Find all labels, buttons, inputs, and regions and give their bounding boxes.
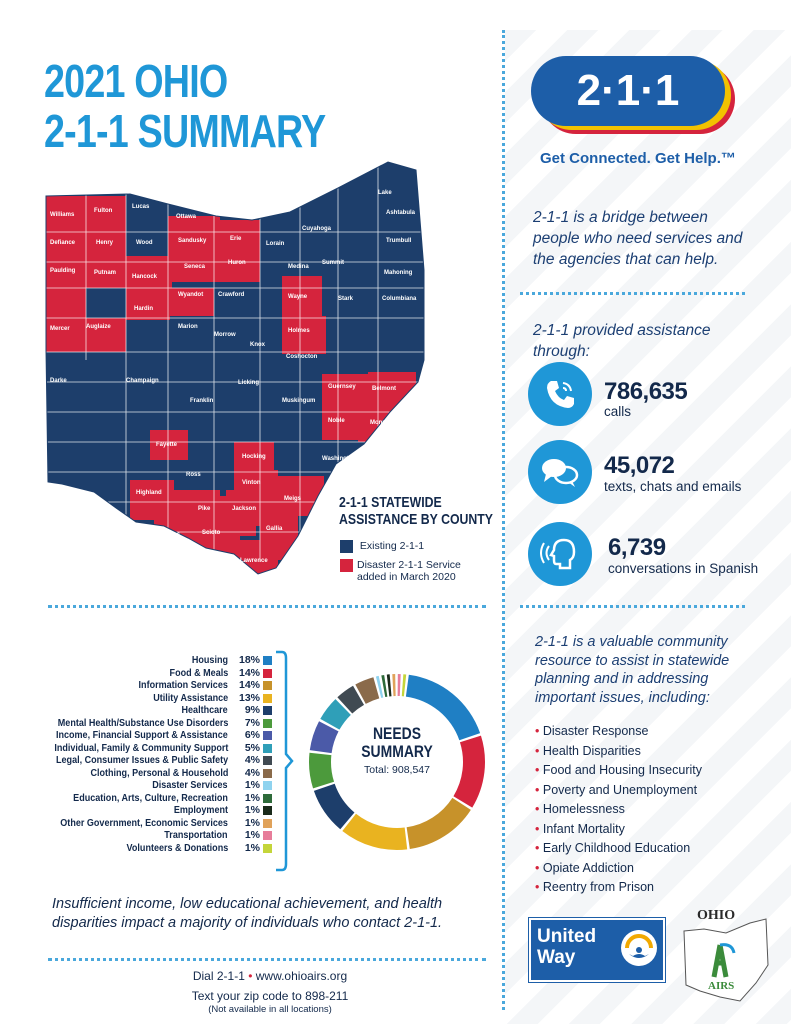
- needs-item-label: Volunteers & Donations: [126, 841, 228, 854]
- county-label: Seneca: [184, 264, 206, 270]
- county-label: Hancock: [132, 274, 158, 280]
- county-label: Guernsey: [328, 384, 356, 390]
- issue-item: • Infant Mortality: [535, 820, 755, 840]
- chat-bubbles-icon: [528, 440, 592, 504]
- county-label: Medina: [288, 264, 309, 270]
- stat-spanish-label: conversations in Spanish: [608, 561, 759, 576]
- needs-item-percent: 1%: [244, 829, 260, 841]
- needs-item-swatch: [263, 831, 272, 840]
- donut-total: Total: 908,547: [364, 764, 430, 776]
- county-label: Defiance: [50, 240, 76, 246]
- united-way-emblem-icon: [621, 930, 657, 966]
- right-divider-2: [520, 605, 745, 608]
- needs-item-percent: 1%: [244, 816, 260, 829]
- county-label: Ross: [186, 472, 201, 478]
- issue-item: • Reentry from Prison: [535, 878, 755, 898]
- phone-icon: [528, 362, 592, 426]
- bottom-statement: Insufficient income, low educational achievement, and health disparities impact a majority of individuals who contact 2-1-1.: [52, 896, 443, 931]
- map-title-line1: 2-1-1 STATEWIDE: [339, 494, 442, 511]
- needs-item-swatch: [263, 669, 272, 678]
- map-title: [339, 494, 493, 528]
- county-label: Lake: [378, 190, 392, 196]
- county-label: Mahoning: [384, 270, 413, 276]
- needs-item-label: Food & Meals: [169, 666, 228, 679]
- county-label: Lucas: [132, 204, 150, 210]
- footer: [150, 968, 390, 1016]
- needs-item-swatch: [263, 719, 272, 728]
- county-label: Mercer: [50, 326, 70, 332]
- stat-calls: [528, 362, 768, 428]
- needs-list-row: [40, 817, 272, 829]
- needs-list-row: [40, 792, 272, 804]
- donut-slice: [398, 674, 401, 696]
- county-label: Belmont: [372, 386, 396, 392]
- needs-item-swatch: [263, 844, 272, 853]
- county-label: Fulton: [94, 208, 113, 214]
- county-label: Williams: [50, 212, 75, 218]
- footer-line2: Text your zip code to 898-211: [191, 989, 349, 1003]
- county-label: Muskingum: [282, 398, 316, 404]
- needs-item-label: Disaster Services: [152, 779, 228, 791]
- donut-slice: [402, 674, 406, 696]
- county-label: Jackson: [232, 506, 257, 512]
- county-label: Vinton: [242, 480, 261, 486]
- needs-list-row: [40, 729, 272, 741]
- stat-spanish: [528, 522, 768, 588]
- county-label: Wayne: [288, 294, 308, 300]
- issue-item: • Opiate Addiction: [535, 859, 755, 879]
- needs-list-row: [40, 704, 272, 716]
- county-label: Lorain: [266, 241, 285, 247]
- county-label: Erie: [230, 236, 242, 242]
- tagline: Get Connected. Get Help.™: [540, 150, 736, 167]
- county-label: Hocking: [242, 454, 266, 460]
- county-label: Monroe: [370, 420, 392, 426]
- county-label: Putnam: [94, 270, 117, 276]
- needs-item-swatch: [263, 656, 272, 665]
- stat-texts-number: 45,072: [604, 452, 675, 479]
- needs-item-label: Healthcare: [181, 704, 228, 716]
- needs-item-percent: 4%: [244, 766, 260, 779]
- united-way-logo: [529, 918, 665, 982]
- footer-website-link[interactable]: www.ohioairs.org: [255, 969, 348, 983]
- needs-item-swatch: [263, 769, 272, 778]
- needs-bracket: [274, 650, 294, 872]
- legend-swatch-disaster: [340, 559, 353, 572]
- county-label: Trumbull: [386, 238, 412, 244]
- right-divider-1: [520, 292, 745, 295]
- issue-item: • Health Disparities: [535, 742, 755, 762]
- needs-list-row: [40, 667, 272, 679]
- needs-item-label: Education, Arts, Culture, Recreation: [73, 791, 228, 804]
- needs-item-percent: 5%: [244, 741, 260, 754]
- donut-center-text: [345, 725, 449, 776]
- county-label: Holmes: [288, 328, 310, 334]
- county-label: Champaign: [126, 378, 159, 384]
- needs-list-row: [40, 692, 272, 704]
- county-label: Hardin: [134, 306, 154, 312]
- county-label: Paulding: [50, 268, 76, 274]
- airs-state-label: OHIO: [697, 908, 736, 923]
- county-label: Adams: [160, 532, 181, 538]
- stat-calls-label: calls: [604, 404, 632, 419]
- legend-label-existing: Existing 2-1-1: [359, 540, 425, 553]
- donut-slice: [309, 753, 334, 789]
- county-label: Meigs: [284, 496, 302, 502]
- county-label: Licking: [238, 380, 260, 386]
- needs-item-percent: 4%: [244, 754, 260, 766]
- needs-item-percent: 1%: [244, 791, 260, 804]
- county-label: Stark: [338, 296, 354, 302]
- county-label: Scioto: [202, 530, 221, 536]
- issue-item: • Early Childhood Education: [535, 839, 755, 859]
- footer-separator: •: [248, 969, 253, 983]
- needs-item-percent: 14%: [238, 679, 260, 691]
- needs-item-percent: 7%: [244, 716, 260, 729]
- county-label: Highland: [136, 490, 162, 496]
- united-way-text: [537, 926, 596, 968]
- needs-item-swatch: [263, 744, 272, 753]
- needs-item-swatch: [263, 806, 272, 815]
- needs-list-row: [40, 742, 272, 754]
- needs-item-percent: 1%: [244, 841, 260, 854]
- county-label: Knox: [250, 342, 265, 348]
- needs-item-swatch: [263, 756, 272, 765]
- donut-title-line1: NEEDS: [372, 724, 422, 743]
- county-label: Huron: [228, 260, 246, 266]
- needs-item-percent: 18%: [238, 654, 260, 666]
- needs-list-row: [40, 679, 272, 691]
- map-title-line2: ASSISTANCE BY COUNTY: [339, 511, 494, 528]
- left-divider-top: [48, 605, 486, 608]
- map-legend: [340, 540, 490, 583]
- county-label: Crawford: [218, 292, 245, 298]
- county-label: Franklin: [190, 398, 214, 404]
- county-label: Henry: [96, 240, 114, 246]
- county-label: Cuyahoga: [302, 226, 332, 232]
- needs-item-label: Transportation: [164, 829, 228, 841]
- donut-slice: [392, 674, 395, 696]
- logo-211: 2·1·1: [531, 56, 725, 126]
- needs-item-percent: 13%: [238, 691, 260, 704]
- needs-item-swatch: [263, 706, 272, 715]
- footer-dial: Dial 2-1-1: [192, 969, 245, 983]
- issue-item: • Food and Housing Insecurity: [535, 761, 755, 781]
- donut-slice: [453, 736, 485, 808]
- united-way-line1: United: [537, 926, 597, 947]
- footer-line3: (Not available in all locations): [208, 1004, 332, 1015]
- needs-item-percent: 1%: [244, 804, 260, 816]
- needs-item-swatch: [263, 681, 272, 690]
- needs-item-label: Employment: [173, 804, 228, 816]
- legend-item-existing: [340, 540, 490, 553]
- needs-list-row: [40, 842, 272, 854]
- county-label: Wyandot: [178, 292, 204, 298]
- donut-title-line2: SUMMARY: [361, 742, 433, 761]
- community-text: 2-1-1 is a valuable community resource to assist in statewide planning and in addressing important issues, including:: [535, 634, 730, 706]
- issue-item: • Homelessness: [535, 800, 755, 820]
- county-label: Summit: [322, 260, 345, 266]
- county-label: Lawrence: [240, 558, 268, 564]
- vertical-divider: [502, 30, 505, 1010]
- needs-item-label: Clothing, Personal & Household: [90, 766, 228, 779]
- needs-item-label: Individual, Family & Community Support: [53, 741, 228, 754]
- united-way-line2: Way: [537, 947, 576, 968]
- needs-item-label: Legal, Consumer Issues & Public Safety: [55, 754, 228, 766]
- stat-spanish-number: 6,739: [608, 534, 666, 561]
- needs-item-swatch: [263, 694, 272, 703]
- needs-list-row: [40, 754, 272, 766]
- left-divider-bottom: [48, 958, 486, 961]
- needs-item-label: Housing: [191, 654, 228, 666]
- needs-item-label: Information Services: [138, 679, 228, 691]
- donut-slice: [387, 674, 392, 696]
- needs-list-row: [40, 829, 272, 841]
- intro-text: 2-1-1 is a bridge between people who need services and the agencies that can help.: [533, 209, 743, 268]
- needs-list-row: [40, 767, 272, 779]
- needs-list-row: [40, 779, 272, 791]
- stat-calls-number: 786,635: [604, 378, 688, 405]
- donut-slice: [342, 814, 407, 850]
- footer-line1: [150, 968, 390, 984]
- county-label: Marion: [178, 324, 198, 330]
- county-label: Sandusky: [178, 238, 207, 244]
- issues-list: [535, 722, 755, 898]
- needs-item-swatch: [263, 781, 272, 790]
- provided-heading: 2-1-1 provided assistance through:: [533, 322, 711, 360]
- county-label: Morrow: [214, 332, 236, 338]
- issue-item: • Poverty and Unemployment: [535, 781, 755, 801]
- needs-list-row: [40, 717, 272, 729]
- needs-item-label: Other Government, Economic Services: [60, 816, 228, 829]
- page-title-line2: 2-1-1 SUMMARY: [44, 105, 326, 157]
- needs-item-label: Income, Financial Support & Assistance: [56, 729, 228, 741]
- county-label: Columbiana: [382, 296, 417, 302]
- needs-item-swatch: [263, 819, 272, 828]
- donut-slice: [314, 784, 355, 830]
- needs-item-percent: 1%: [244, 779, 260, 791]
- needs-item-label: Utility Assistance: [153, 691, 228, 704]
- county-label: Auglaize: [86, 324, 111, 330]
- stat-texts-label: texts, chats and emails: [604, 479, 742, 494]
- page-title-line1: 2021 OHIO: [44, 55, 228, 107]
- speaking-head-icon: [528, 522, 592, 586]
- legend-label-disaster: Disaster 2-1-1 Service added in March 2020: [357, 559, 461, 583]
- airs-name-label: AIRS: [708, 980, 735, 992]
- needs-item-swatch: [263, 731, 272, 740]
- needs-item-percent: 9%: [244, 704, 260, 716]
- legend-item-disaster: [340, 559, 490, 583]
- county-label: Pike: [198, 506, 211, 512]
- needs-item-swatch: [263, 794, 272, 803]
- donut-slice: [407, 798, 471, 849]
- needs-list-row: [40, 654, 272, 666]
- county-label: Coshocton: [286, 354, 318, 360]
- county-label: Ottawa: [176, 214, 197, 220]
- stat-texts: [528, 440, 768, 506]
- needs-list-row: [40, 804, 272, 816]
- needs-item-label: Mental Health/Substance Use Disorders: [57, 716, 228, 729]
- county-label: Wood: [136, 240, 153, 246]
- issue-item: • Disaster Response: [535, 722, 755, 742]
- needs-item-percent: 14%: [238, 666, 260, 679]
- county-label: Ashtabula: [386, 210, 416, 216]
- county-label: Gallia: [266, 526, 283, 532]
- county-label: Fayette: [156, 442, 178, 448]
- county-label: Darke: [50, 378, 67, 384]
- county-label: Noble: [328, 418, 345, 424]
- legend-swatch-existing: [340, 540, 353, 553]
- county-label: Washington: [322, 456, 357, 462]
- needs-item-percent: 6%: [244, 729, 260, 741]
